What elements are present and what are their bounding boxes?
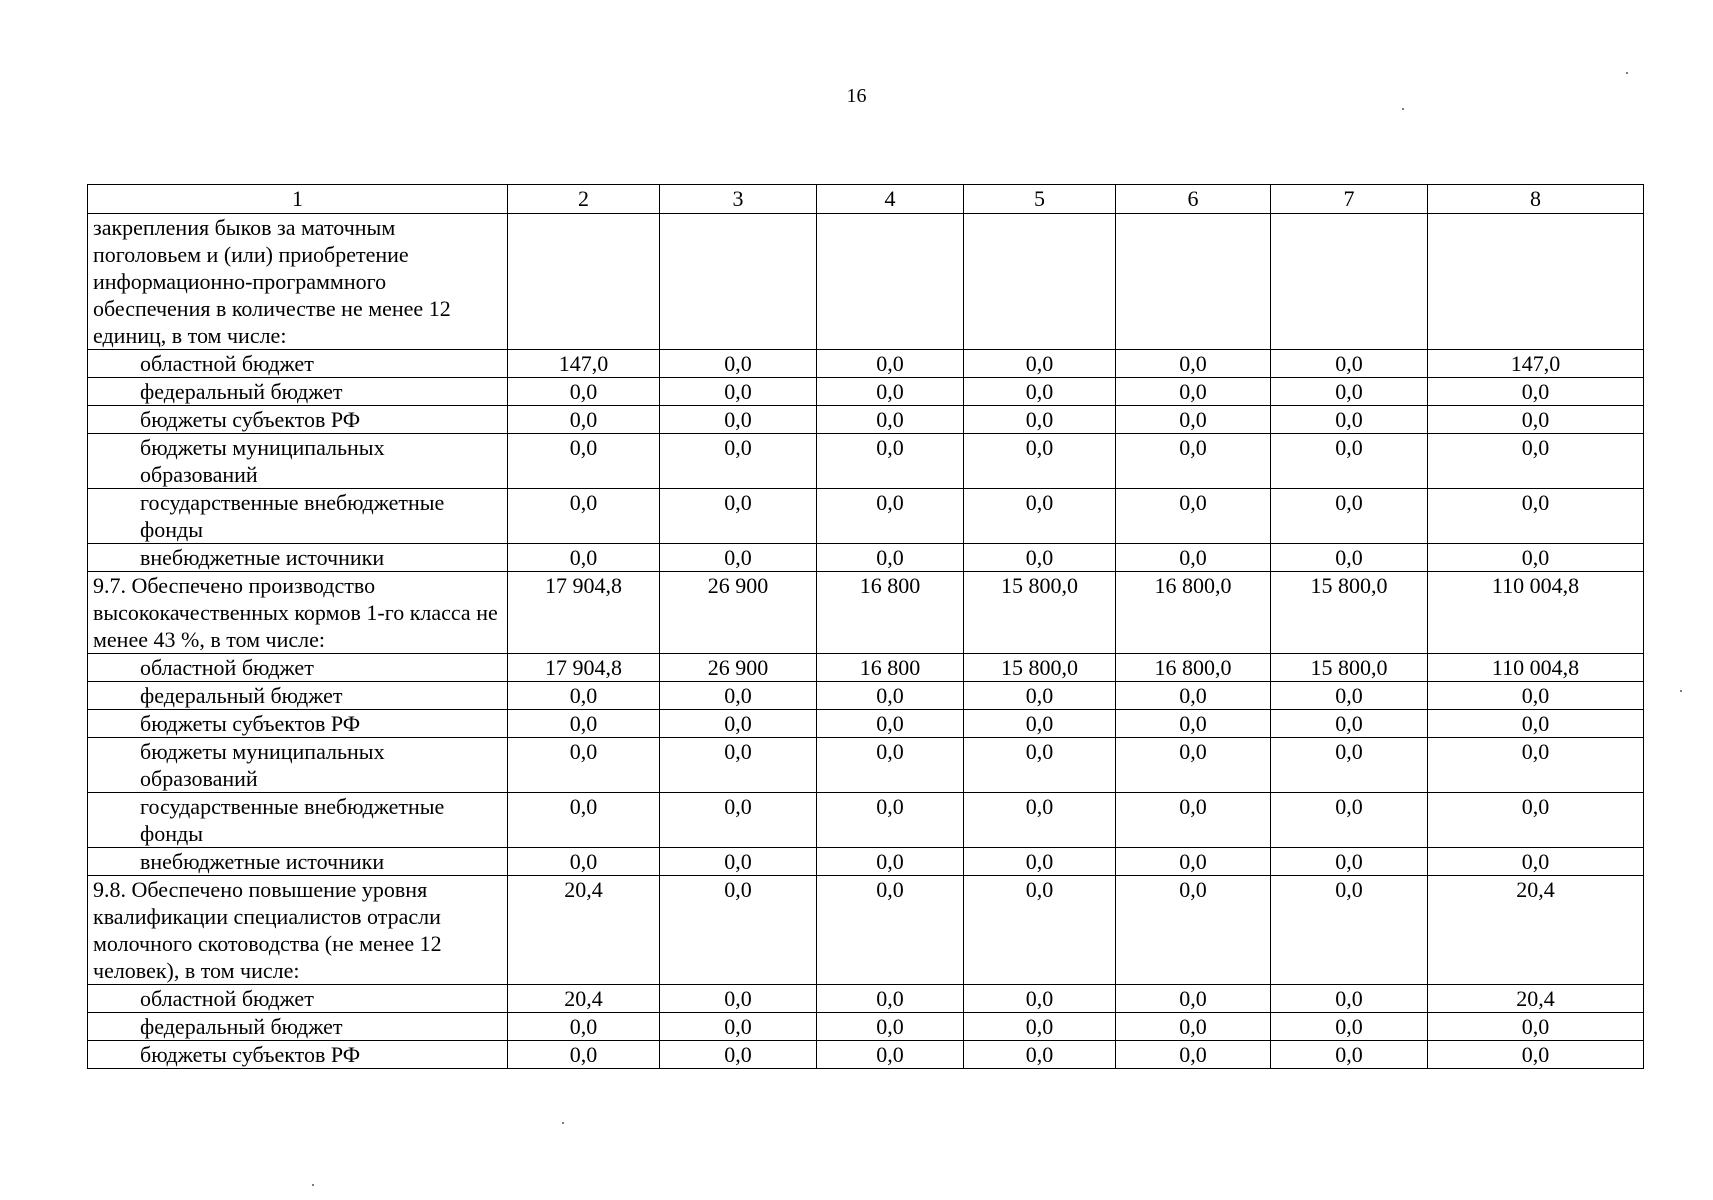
scan-speck bbox=[1680, 690, 1682, 692]
value-cell: 0,0 bbox=[660, 1013, 817, 1041]
value-cell: 0,0 bbox=[817, 378, 964, 406]
value-cell: 0,0 bbox=[1116, 738, 1271, 793]
value-cell: 0,0 bbox=[1428, 544, 1644, 572]
table-row-source bbox=[88, 682, 1644, 710]
scan-speck bbox=[1402, 108, 1404, 110]
column-header: 6 bbox=[1116, 185, 1271, 214]
value-cell: 0,0 bbox=[660, 378, 817, 406]
value-cell: 16 800 bbox=[817, 654, 964, 682]
row-label-cell bbox=[88, 793, 508, 848]
value-cell: 0,0 bbox=[1428, 1013, 1644, 1041]
value-cell: 20,4 bbox=[1428, 985, 1644, 1013]
row-label-cell bbox=[88, 489, 508, 544]
value-cell: 0,0 bbox=[964, 434, 1116, 489]
row-label-cell bbox=[88, 1013, 508, 1041]
value-cell: 0,0 bbox=[964, 406, 1116, 434]
row-label: областной бюджет bbox=[140, 655, 314, 680]
row-label: бюджеты муниципальных образований bbox=[140, 435, 385, 487]
value-cell: 0,0 bbox=[508, 682, 660, 710]
table-row-source bbox=[88, 848, 1644, 876]
table-row-source bbox=[88, 489, 1644, 544]
value-cell bbox=[1271, 214, 1428, 350]
value-cell: 0,0 bbox=[660, 682, 817, 710]
value-cell: 0,0 bbox=[660, 793, 817, 848]
value-cell: 0,0 bbox=[1116, 985, 1271, 1013]
value-cell: 0,0 bbox=[1116, 434, 1271, 489]
column-header: 3 bbox=[660, 185, 817, 214]
value-cell: 0,0 bbox=[1116, 378, 1271, 406]
table-row-source bbox=[88, 1041, 1644, 1069]
row-label: 9.8. Обеспечено повышение уровня квалификации специалистов отрасли молочного скотоводства (не менее 12 человек), в том числе: bbox=[93, 877, 442, 983]
value-cell: 0,0 bbox=[964, 544, 1116, 572]
value-cell: 0,0 bbox=[660, 738, 817, 793]
table-header-row bbox=[88, 185, 1644, 214]
value-cell: 0,0 bbox=[660, 350, 817, 378]
row-label-cell bbox=[88, 544, 508, 572]
value-cell: 0,0 bbox=[508, 378, 660, 406]
row-label-cell bbox=[88, 378, 508, 406]
value-cell: 0,0 bbox=[660, 434, 817, 489]
column-header: 7 bbox=[1271, 185, 1428, 214]
table-row-source bbox=[88, 985, 1644, 1013]
value-cell: 0,0 bbox=[1271, 985, 1428, 1013]
value-cell: 0,0 bbox=[1116, 489, 1271, 544]
value-cell: 0,0 bbox=[1428, 710, 1644, 738]
value-cell: 0,0 bbox=[1271, 544, 1428, 572]
value-cell: 26 900 bbox=[660, 572, 817, 654]
value-cell: 0,0 bbox=[1428, 793, 1644, 848]
value-cell: 0,0 bbox=[817, 876, 964, 985]
row-label: бюджеты муниципальных образований bbox=[140, 739, 385, 791]
row-label-cell bbox=[88, 214, 508, 350]
row-label: бюджеты субъектов РФ bbox=[140, 711, 361, 736]
value-cell: 0,0 bbox=[660, 1041, 817, 1069]
column-header: 2 bbox=[508, 185, 660, 214]
value-cell: 0,0 bbox=[817, 738, 964, 793]
column-header: 4 bbox=[817, 185, 964, 214]
table-row-source bbox=[88, 654, 1644, 682]
value-cell: 0,0 bbox=[817, 434, 964, 489]
value-cell: 0,0 bbox=[660, 544, 817, 572]
row-label-cell bbox=[88, 710, 508, 738]
value-cell: 0,0 bbox=[508, 793, 660, 848]
value-cell: 0,0 bbox=[508, 738, 660, 793]
value-cell bbox=[964, 214, 1116, 350]
value-cell: 0,0 bbox=[1271, 434, 1428, 489]
value-cell: 20,4 bbox=[1428, 876, 1644, 985]
value-cell: 15 800,0 bbox=[964, 572, 1116, 654]
value-cell: 15 800,0 bbox=[964, 654, 1116, 682]
value-cell: 0,0 bbox=[1271, 682, 1428, 710]
value-cell: 0,0 bbox=[964, 793, 1116, 848]
table-row-source bbox=[88, 544, 1644, 572]
value-cell: 0,0 bbox=[1271, 738, 1428, 793]
value-cell bbox=[1428, 214, 1644, 350]
value-cell: 0,0 bbox=[508, 434, 660, 489]
value-cell: 0,0 bbox=[964, 682, 1116, 710]
value-cell: 0,0 bbox=[1271, 793, 1428, 848]
column-header: 1 bbox=[88, 185, 508, 214]
value-cell: 0,0 bbox=[1116, 406, 1271, 434]
row-label-cell bbox=[88, 682, 508, 710]
row-label: закрепления быков за маточным поголовьем и (или) приобретение информационно-программного обеспечения в количестве не менее 12 единиц, в том числе: bbox=[93, 215, 451, 348]
value-cell: 0,0 bbox=[508, 710, 660, 738]
value-cell: 147,0 bbox=[508, 350, 660, 378]
row-label-cell bbox=[88, 434, 508, 489]
value-cell: 0,0 bbox=[508, 406, 660, 434]
value-cell: 0,0 bbox=[1116, 710, 1271, 738]
value-cell: 0,0 bbox=[1271, 406, 1428, 434]
row-label: внебюджетные источники bbox=[140, 545, 385, 570]
value-cell: 0,0 bbox=[964, 738, 1116, 793]
value-cell: 0,0 bbox=[1116, 876, 1271, 985]
value-cell: 0,0 bbox=[964, 876, 1116, 985]
row-label: бюджеты субъектов РФ bbox=[140, 1042, 361, 1067]
value-cell: 15 800,0 bbox=[1271, 654, 1428, 682]
value-cell: 0,0 bbox=[1116, 1041, 1271, 1069]
value-cell: 0,0 bbox=[508, 1013, 660, 1041]
row-label-cell bbox=[88, 350, 508, 378]
scan-speck bbox=[312, 1184, 314, 1186]
value-cell: 0,0 bbox=[1271, 876, 1428, 985]
value-cell: 17 904,8 bbox=[508, 572, 660, 654]
row-label-cell bbox=[88, 406, 508, 434]
value-cell bbox=[508, 214, 660, 350]
value-cell: 0,0 bbox=[660, 489, 817, 544]
table-row-source bbox=[88, 406, 1644, 434]
column-header: 5 bbox=[964, 185, 1116, 214]
row-label: государственные внебюджетные фонды bbox=[140, 490, 445, 542]
value-cell: 0,0 bbox=[817, 489, 964, 544]
value-cell: 0,0 bbox=[508, 1041, 660, 1069]
value-cell: 0,0 bbox=[1271, 489, 1428, 544]
row-label-cell bbox=[88, 1041, 508, 1069]
value-cell: 0,0 bbox=[1428, 434, 1644, 489]
scan-speck bbox=[1626, 72, 1628, 74]
value-cell: 147,0 bbox=[1428, 350, 1644, 378]
value-cell: 20,4 bbox=[508, 876, 660, 985]
value-cell bbox=[660, 214, 817, 350]
value-cell: 0,0 bbox=[964, 1041, 1116, 1069]
budget-table bbox=[87, 184, 1644, 1069]
page-number: 16 bbox=[846, 85, 867, 107]
value-cell: 0,0 bbox=[964, 848, 1116, 876]
table-row-section bbox=[88, 876, 1644, 985]
value-cell: 0,0 bbox=[1271, 1013, 1428, 1041]
row-label: областной бюджет bbox=[140, 986, 314, 1011]
column-header: 8 bbox=[1428, 185, 1644, 214]
value-cell: 110 004,8 bbox=[1428, 572, 1644, 654]
row-label-cell bbox=[88, 654, 508, 682]
table-row-source bbox=[88, 378, 1644, 406]
value-cell: 0,0 bbox=[817, 406, 964, 434]
value-cell: 0,0 bbox=[1116, 793, 1271, 848]
value-cell: 0,0 bbox=[1271, 848, 1428, 876]
value-cell: 0,0 bbox=[1116, 544, 1271, 572]
value-cell: 0,0 bbox=[1116, 682, 1271, 710]
value-cell: 16 800,0 bbox=[1116, 654, 1271, 682]
row-label-cell bbox=[88, 985, 508, 1013]
row-label: бюджеты субъектов РФ bbox=[140, 407, 361, 432]
row-label: федеральный бюджет bbox=[140, 379, 343, 404]
scan-speck bbox=[562, 1122, 564, 1124]
value-cell: 0,0 bbox=[964, 489, 1116, 544]
value-cell: 0,0 bbox=[817, 1013, 964, 1041]
value-cell: 0,0 bbox=[964, 985, 1116, 1013]
value-cell: 0,0 bbox=[817, 793, 964, 848]
value-cell: 0,0 bbox=[1271, 710, 1428, 738]
value-cell: 0,0 bbox=[1271, 350, 1428, 378]
row-label: областной бюджет bbox=[140, 351, 314, 376]
value-cell: 0,0 bbox=[817, 710, 964, 738]
table-row-source bbox=[88, 434, 1644, 489]
value-cell: 0,0 bbox=[508, 489, 660, 544]
value-cell: 16 800 bbox=[817, 572, 964, 654]
table-row-source bbox=[88, 350, 1644, 378]
table-row-source bbox=[88, 793, 1644, 848]
table-row-source bbox=[88, 710, 1644, 738]
value-cell: 0,0 bbox=[1271, 1041, 1428, 1069]
row-label: 9.7. Обеспечено производство высококачественных кормов 1-го класса не менее 43 %, в том числе: bbox=[93, 573, 498, 652]
value-cell: 0,0 bbox=[1428, 738, 1644, 793]
table-row-section bbox=[88, 572, 1644, 654]
value-cell: 0,0 bbox=[1428, 378, 1644, 406]
value-cell: 0,0 bbox=[817, 848, 964, 876]
row-label: государственные внебюджетные фонды bbox=[140, 794, 445, 846]
value-cell: 0,0 bbox=[660, 876, 817, 985]
value-cell: 0,0 bbox=[1271, 378, 1428, 406]
value-cell: 0,0 bbox=[817, 350, 964, 378]
table-row-source bbox=[88, 738, 1644, 793]
row-label-cell bbox=[88, 876, 508, 985]
value-cell: 0,0 bbox=[660, 710, 817, 738]
value-cell bbox=[817, 214, 964, 350]
value-cell: 0,0 bbox=[817, 985, 964, 1013]
row-label: внебюджетные источники bbox=[140, 849, 385, 874]
value-cell: 0,0 bbox=[660, 985, 817, 1013]
row-label-cell bbox=[88, 848, 508, 876]
value-cell: 16 800,0 bbox=[1116, 572, 1271, 654]
value-cell: 0,0 bbox=[660, 406, 817, 434]
row-label-cell bbox=[88, 738, 508, 793]
table-body bbox=[88, 185, 1644, 1069]
table-row-source bbox=[88, 1013, 1644, 1041]
value-cell: 0,0 bbox=[817, 544, 964, 572]
value-cell: 0,0 bbox=[660, 848, 817, 876]
value-cell: 0,0 bbox=[964, 378, 1116, 406]
value-cell: 0,0 bbox=[964, 710, 1116, 738]
value-cell: 0,0 bbox=[1116, 848, 1271, 876]
value-cell: 0,0 bbox=[964, 1013, 1116, 1041]
row-label: федеральный бюджет bbox=[140, 683, 343, 708]
value-cell: 0,0 bbox=[817, 682, 964, 710]
value-cell: 0,0 bbox=[1428, 1041, 1644, 1069]
row-label-cell bbox=[88, 572, 508, 654]
value-cell: 0,0 bbox=[1428, 489, 1644, 544]
value-cell: 0,0 bbox=[1428, 682, 1644, 710]
value-cell: 17 904,8 bbox=[508, 654, 660, 682]
table-row-section bbox=[88, 214, 1644, 350]
value-cell: 0,0 bbox=[1428, 406, 1644, 434]
value-cell: 20,4 bbox=[508, 985, 660, 1013]
value-cell: 0,0 bbox=[817, 1041, 964, 1069]
value-cell bbox=[1116, 214, 1271, 350]
value-cell: 0,0 bbox=[1116, 350, 1271, 378]
value-cell: 0,0 bbox=[1116, 1013, 1271, 1041]
value-cell: 0,0 bbox=[964, 350, 1116, 378]
value-cell: 0,0 bbox=[1428, 848, 1644, 876]
value-cell: 15 800,0 bbox=[1271, 572, 1428, 654]
value-cell: 110 004,8 bbox=[1428, 654, 1644, 682]
value-cell: 0,0 bbox=[508, 848, 660, 876]
value-cell: 26 900 bbox=[660, 654, 817, 682]
row-label: федеральный бюджет bbox=[140, 1014, 343, 1039]
value-cell: 0,0 bbox=[508, 544, 660, 572]
